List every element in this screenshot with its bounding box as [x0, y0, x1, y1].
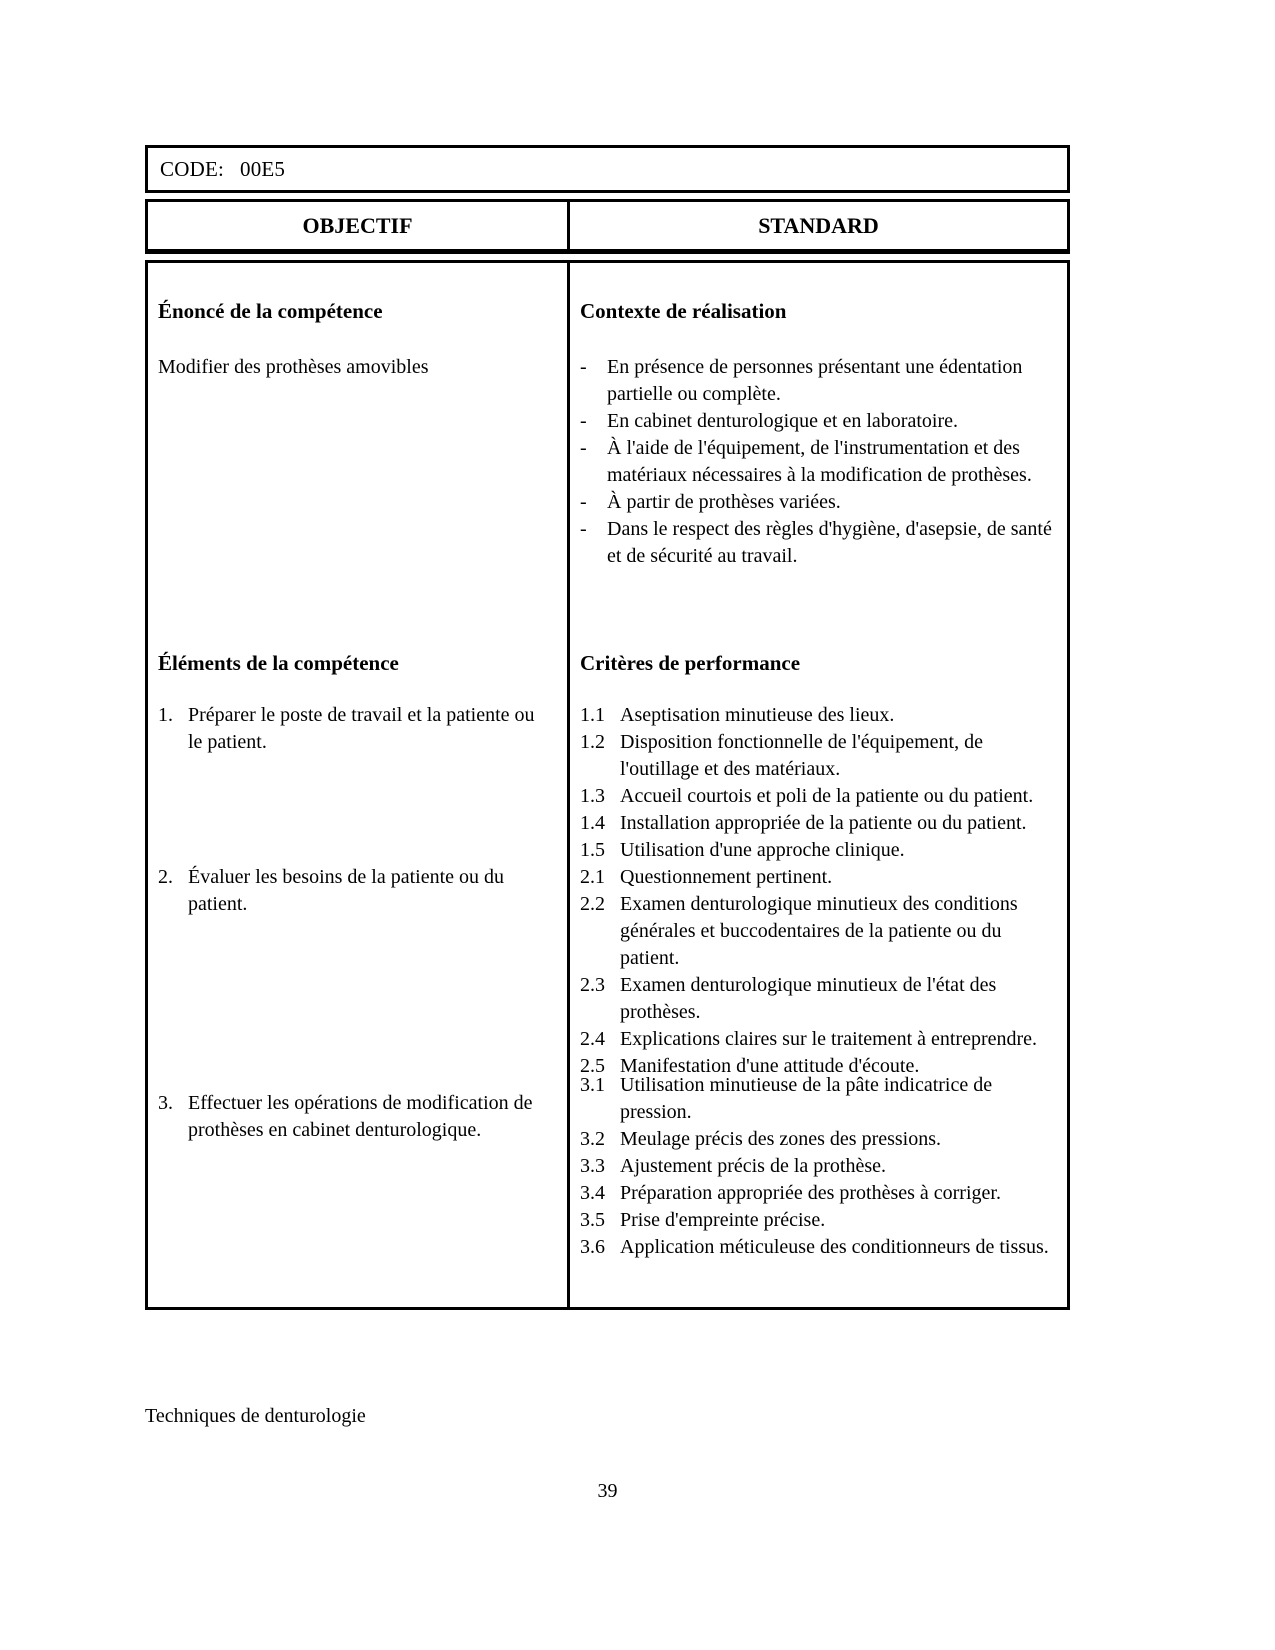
criteria-number: 3.3	[580, 1155, 605, 1177]
code-label: CODE:	[160, 156, 224, 181]
criteria-text: Utilisation d'une approche clinique.	[620, 839, 905, 861]
criteres-group-3	[580, 1072, 1053, 1261]
criteria-item	[580, 783, 1053, 810]
criteria-number: 3.2	[580, 1128, 605, 1150]
criteria-item	[580, 891, 1053, 972]
criteria-number: 2.2	[580, 893, 605, 915]
element-number: 1.	[158, 704, 173, 726]
element-item-1	[158, 702, 553, 756]
contexte-item	[580, 489, 1053, 516]
criteres-group-2	[580, 864, 1053, 1080]
element-item-3	[158, 1090, 553, 1144]
criteria-text: Préparation appropriée des prothèses à corriger.	[620, 1182, 1001, 1204]
header-standard: STANDARD	[758, 212, 879, 238]
element-text: Effectuer les opérations de modification de prothèses en cabinet denturologique.	[188, 1092, 533, 1141]
criteres-title: Critères de performance	[580, 651, 801, 675]
criteria-item	[580, 972, 1053, 1026]
objectif-column	[148, 263, 570, 1307]
standard-column	[570, 263, 1067, 1307]
contexte-item	[580, 516, 1053, 570]
contexte-item	[580, 408, 1053, 435]
criteria-item	[580, 1207, 1053, 1234]
contexte-item	[580, 354, 1053, 408]
element-text: Évaluer les besoins de la patiente ou du patient.	[188, 866, 505, 915]
bullet-marker: -	[580, 491, 587, 513]
criteria-text: Meulage précis des zones des pressions.	[620, 1128, 942, 1150]
criteria-item	[580, 1180, 1053, 1207]
bullet-marker: -	[580, 518, 587, 540]
criteria-text: Utilisation minutieuse de la pâte indicatrice de pression.	[620, 1074, 993, 1123]
contexte-text: À l'aide de l'équipement, de l'instrumentation et des matériaux nécessaires à la modification de prothèses.	[607, 437, 1032, 486]
criteria-item	[580, 1126, 1053, 1153]
footer-text: Techniques de denturologie	[145, 1405, 366, 1427]
contexte-text: Dans le respect des règles d'hygiène, d'asepsie, de santé et de sécurité au travail.	[607, 518, 1052, 567]
criteria-number: 3.4	[580, 1182, 605, 1204]
table-body	[145, 260, 1070, 1310]
contexte-item	[580, 435, 1053, 489]
criteria-number: 1.2	[580, 731, 605, 753]
contexte-text: À partir de prothèses variées.	[607, 491, 841, 513]
code-box	[145, 145, 1070, 193]
page-number: 39	[597, 1480, 618, 1502]
criteria-number: 3.1	[580, 1074, 605, 1096]
element-text: Préparer le poste de travail et la patiente ou le patient.	[188, 704, 535, 753]
contexte-text: En présence de personnes présentant une édentation partielle ou complète.	[607, 356, 1023, 405]
contexte-list	[580, 354, 1053, 570]
criteria-text: Examen denturologique minutieux de l'état des prothèses.	[620, 974, 997, 1023]
criteria-item	[580, 729, 1053, 783]
criteria-item	[580, 702, 1053, 729]
criteria-item	[580, 864, 1053, 891]
header-objectif: OBJECTIF	[148, 202, 570, 249]
criteria-text: Examen denturologique minutieux des conditions générales et buccodentaires de la patiente ou du patient.	[620, 893, 1018, 969]
criteria-number: 3.5	[580, 1209, 605, 1231]
criteria-text: Questionnement pertinent.	[620, 866, 833, 888]
criteria-text: Explications claires sur le traitement à entreprendre.	[620, 1028, 1038, 1050]
elements-title: Éléments de la compétence	[158, 651, 399, 675]
criteria-number: 1.5	[580, 839, 605, 861]
criteria-number: 1.4	[580, 812, 605, 834]
criteria-text: Prise d'empreinte précise.	[620, 1209, 826, 1231]
criteria-number: 2.3	[580, 974, 605, 996]
criteria-text: Ajustement précis de la prothèse.	[620, 1155, 887, 1177]
criteria-number: 3.6	[580, 1236, 605, 1258]
bullet-marker: -	[580, 410, 587, 432]
criteria-number: 1.1	[580, 704, 605, 726]
element-number: 3.	[158, 1092, 173, 1114]
criteria-item	[580, 1153, 1053, 1180]
criteria-item	[580, 1072, 1053, 1126]
bullet-marker: -	[580, 356, 587, 378]
criteria-text: Installation appropriée de la patiente ou du patient.	[620, 812, 1027, 834]
criteria-item	[580, 1234, 1053, 1261]
contexte-text: En cabinet denturologique et en laboratoire.	[607, 410, 958, 432]
criteria-item	[580, 810, 1053, 837]
criteria-number: 2.5	[580, 1055, 605, 1077]
criteres-group-1	[580, 702, 1053, 864]
criteria-item	[580, 1026, 1053, 1053]
criteria-text: Application méticuleuse des conditionneurs de tissus.	[620, 1236, 1049, 1258]
criteria-text: Manifestation d'une attitude d'écoute.	[620, 1055, 920, 1077]
criteria-text: Aseptisation minutieuse des lieux.	[620, 704, 895, 726]
enonce-title: Énoncé de la compétence	[158, 299, 383, 323]
table-header-row	[145, 199, 1070, 254]
criteria-text: Accueil courtois et poli de la patiente ou du patient.	[620, 785, 1034, 807]
criteria-number: 2.4	[580, 1028, 605, 1050]
code-value: 00E5	[240, 156, 286, 181]
element-number: 2.	[158, 866, 173, 888]
criteria-number: 1.3	[580, 785, 605, 807]
criteria-item	[580, 837, 1053, 864]
criteria-number: 2.1	[580, 866, 605, 888]
contexte-title: Contexte de réalisation	[580, 299, 787, 323]
enonce-text: Modifier des prothèses amovibles	[158, 356, 429, 378]
bullet-marker: -	[580, 437, 587, 459]
criteria-text: Disposition fonctionnelle de l'équipement, de l'outillage et des matériaux.	[620, 731, 983, 780]
element-item-2	[158, 864, 553, 918]
